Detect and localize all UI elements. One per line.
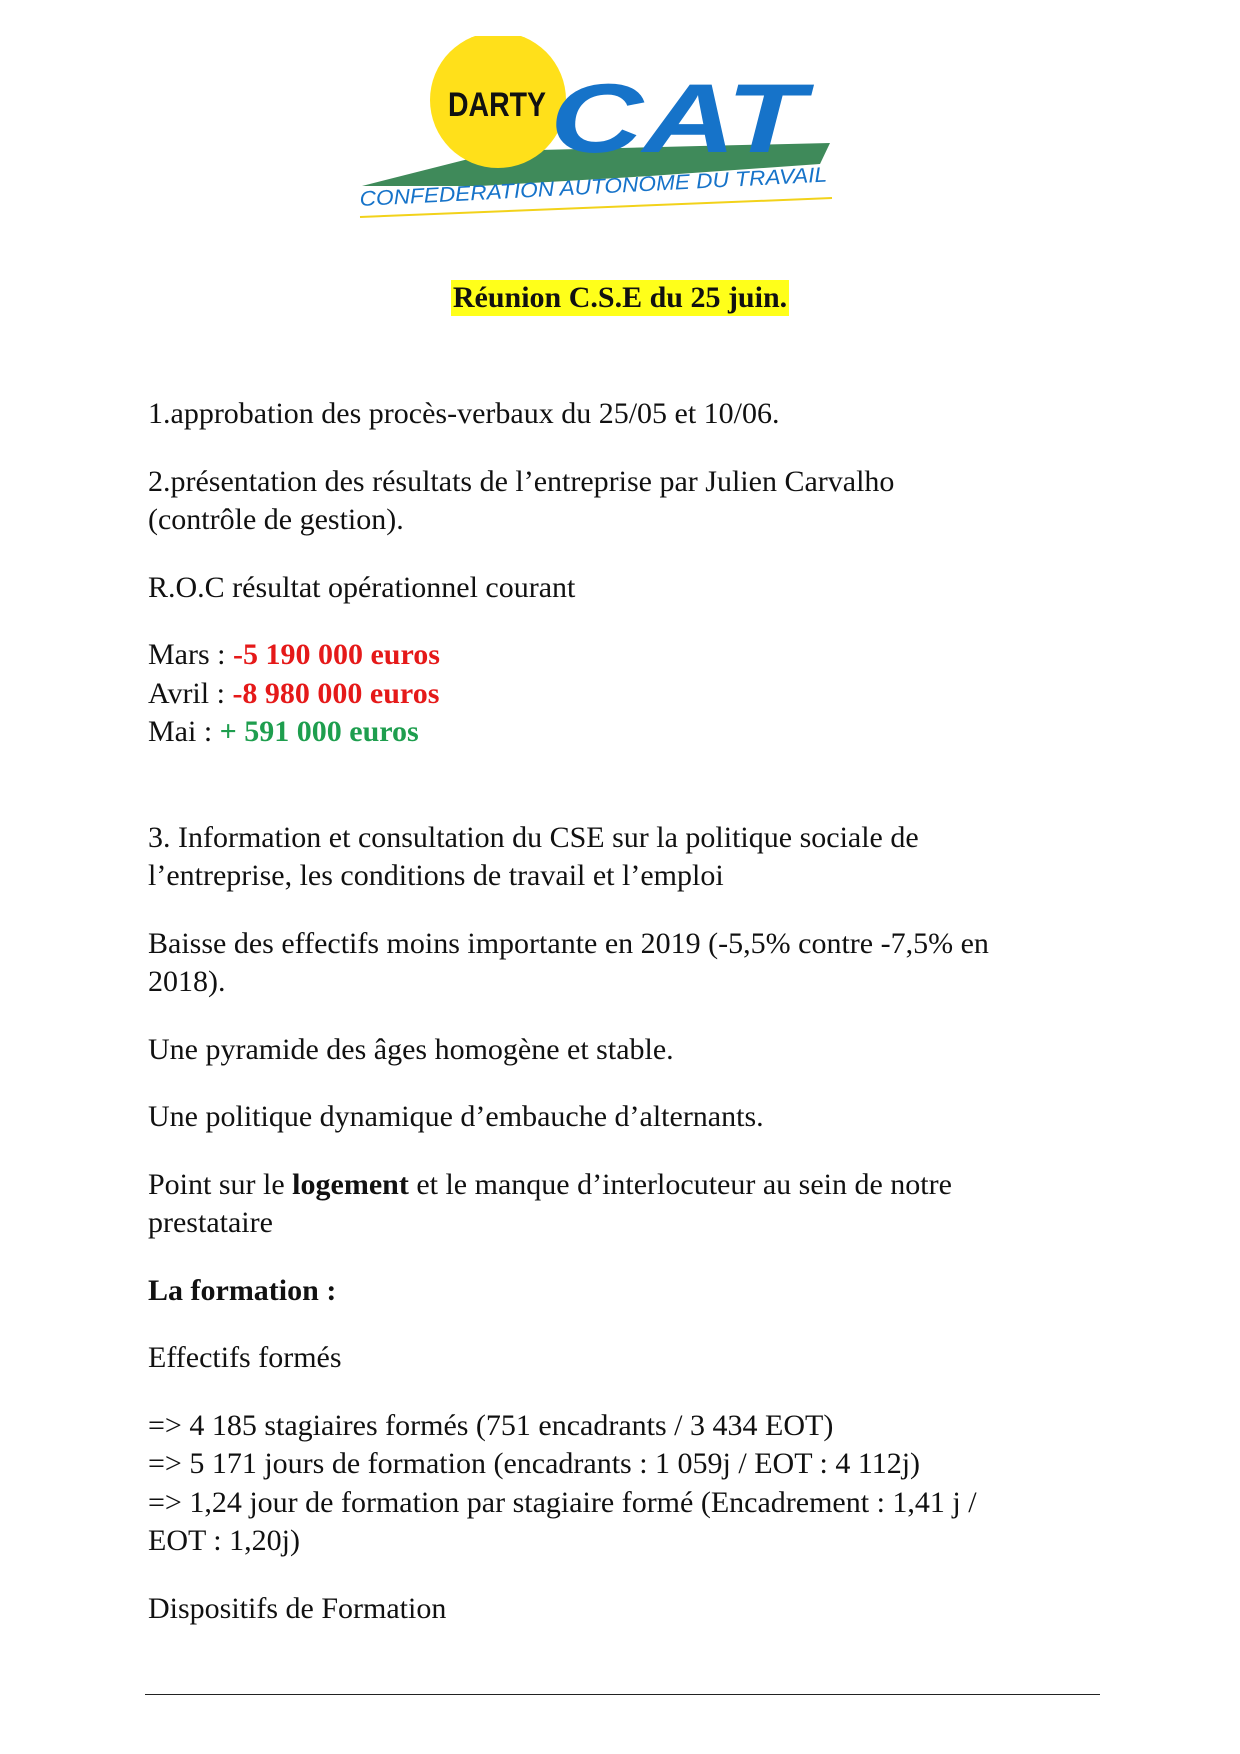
item-2-line-1: 2.présentation des résultats de l’entreprise par Julien Carvalho xyxy=(148,464,895,498)
page-title: Réunion C.S.E du 25 juin. xyxy=(452,281,788,314)
dispositifs-formation: Dispositifs de Formation xyxy=(148,1591,447,1625)
item-2-line-2: (contrôle de gestion). xyxy=(148,503,404,536)
logo-tagline: CONFEDERATION AUTONOME DU TRAVAIL xyxy=(359,165,794,211)
section-3-line-1: 3. Information et consultation du CSE sur la politique sociale de xyxy=(148,820,919,854)
baisse-line-2: 2018). xyxy=(148,965,226,998)
result-mai-value: + 591 000 euros xyxy=(219,715,419,748)
stat-ratio-line-1: => 1,24 jour de formation par stagiaire formé (Encadrement : 1,41 j / xyxy=(148,1485,977,1519)
formation-heading: La formation : xyxy=(148,1273,337,1307)
point-logement-line-2: prestataire xyxy=(148,1206,273,1239)
roc-heading: R.O.C résultat opérationnel courant xyxy=(148,570,576,604)
effectifs-formes: Effectifs formés xyxy=(148,1341,342,1374)
result-mai-label: Mai : xyxy=(148,715,220,748)
darty-cat-logo xyxy=(350,36,910,226)
title-wrap xyxy=(0,280,1240,316)
result-avril-value: -8 980 000 euros xyxy=(232,676,440,710)
point-logement-line-1 xyxy=(148,1166,1108,1205)
stat-ratio-line-2: EOT : 1,20j) xyxy=(148,1524,300,1557)
bottom-divider xyxy=(145,1694,1100,1695)
politique-text: Une politique dynamique d’embauche d’alternants. xyxy=(148,1100,764,1133)
document-body xyxy=(148,395,1108,1628)
point-pre: Point sur le xyxy=(148,1167,293,1201)
baisse-line-1: Baisse des effectifs moins importante en 2019 (-5,5% contre -7,5% en xyxy=(148,926,989,960)
result-mai xyxy=(148,713,1108,752)
stat-jours: => 5 171 jours de formation (encadrants : 1 059j / EOT : 4 112j) xyxy=(148,1447,921,1480)
result-mars-label: Mars : xyxy=(148,638,233,671)
result-mars xyxy=(148,636,1108,675)
item-1-approbation: 1.approbation des procès-verbaux du 25/05 et 10/06. xyxy=(148,397,780,430)
logo-cat-text: CAT xyxy=(550,63,815,173)
result-mars-value: -5 190 000 euros xyxy=(233,638,440,671)
logo-darty-text: DARTY xyxy=(448,86,547,124)
result-avril xyxy=(148,675,1108,714)
point-logement-bold: logement xyxy=(292,1167,409,1201)
section-3-line-2: l’entreprise, les conditions de travail et l’emploi xyxy=(148,859,724,892)
point-post: et le manque d’interlocuteur au sein de notre xyxy=(408,1167,952,1201)
result-avril-label: Avril : xyxy=(148,676,233,710)
pyramide-text: Une pyramide des âges homogène et stable. xyxy=(148,1032,674,1066)
stat-stagiaires: => 4 185 stagiaires formés (751 encadrants / 3 434 EOT) xyxy=(148,1408,834,1442)
